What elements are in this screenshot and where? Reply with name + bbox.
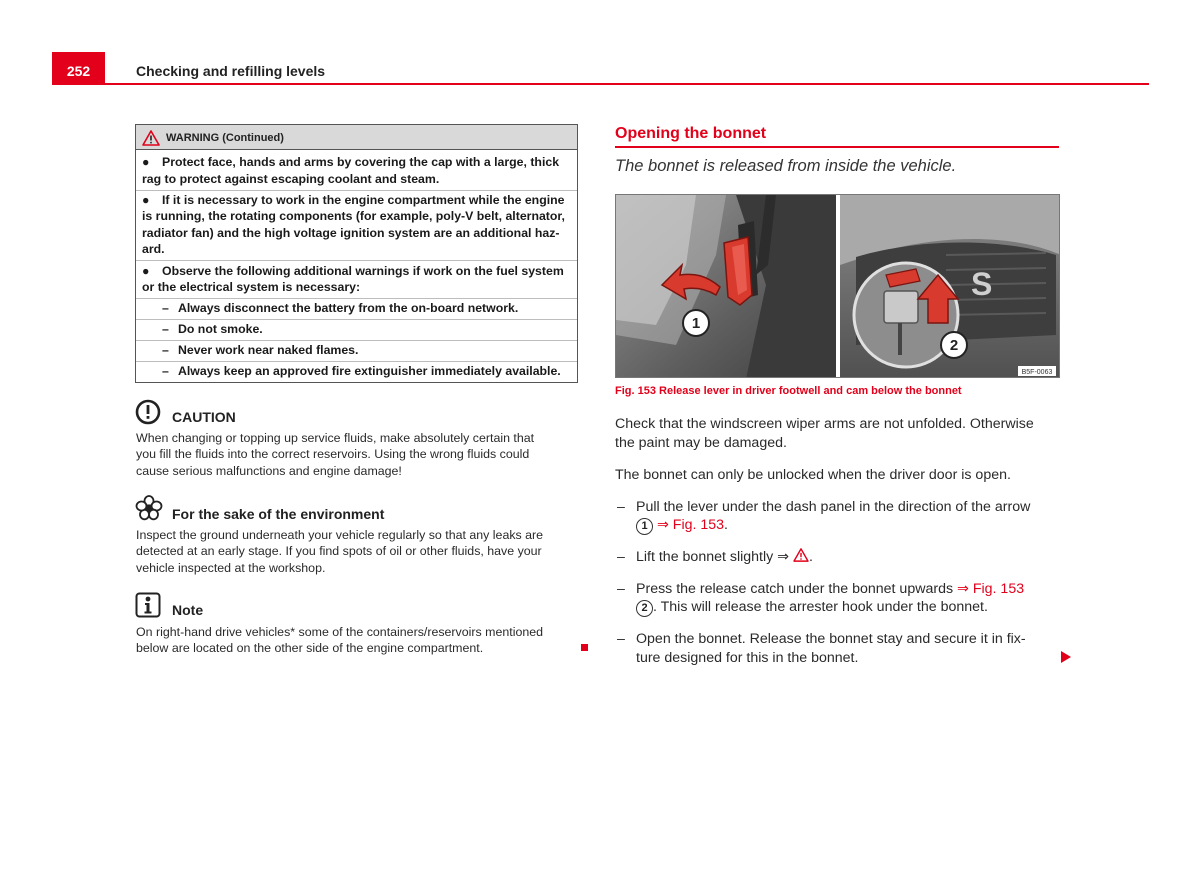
para-1-line-2: the paint may be damaged. — [615, 435, 787, 451]
environment-line-3: vehicle inspected at the workshop. — [136, 561, 326, 575]
sub-dash: – — [162, 322, 169, 336]
step-dash: – — [617, 631, 625, 647]
warning-bullet-2-line-4: ard. — [142, 242, 165, 256]
step-4-line-1: Open the bonnet. Release the bonnet stay and secure it in fix- — [636, 631, 1026, 647]
sub-dash: – — [162, 364, 169, 378]
figure-callout-2: 2 — [949, 337, 959, 354]
para-1-line-1: Check that the windscreen wiper arms are not unfolded. Otherwise — [615, 416, 1034, 432]
running-header: Checking and refilling levels — [136, 63, 326, 79]
svg-text:S: S — [971, 266, 993, 302]
caution-icon — [135, 399, 161, 425]
page-number: 252 — [66, 63, 91, 79]
warning-bullet-2-line-1: If it is necessary to work in the engine compartment while the engine — [162, 193, 565, 207]
environment-title: For the sake of the environment — [172, 506, 385, 522]
sub-dash: – — [162, 301, 169, 315]
note-line-2: below are located on the other side of the engine compartment. — [136, 641, 484, 655]
note-line-1: On right-hand drive vehicles* some of the containers/reservoirs mentioned — [136, 625, 544, 639]
continue-arrow-icon — [1061, 651, 1071, 663]
step-3-line-1: Press the release catch under the bonnet upwards ⇒ Fig. 153 — [636, 581, 1025, 597]
environment-line-1: Inspect the ground underneath your vehicle regularly so that any leaks are — [136, 528, 544, 542]
separator — [136, 190, 577, 191]
para-2: The bonnet can only be unlocked when the driver door is open. — [615, 467, 1011, 483]
warning-bullet-3-line-1: Observe the following additional warnings if work on the fuel system — [162, 264, 564, 278]
separator — [136, 298, 577, 299]
step-2: Lift the bonnet slightly ⇒ . — [636, 549, 813, 565]
sub-dash: – — [162, 343, 169, 357]
header-rule — [52, 83, 1149, 85]
warning-sub-item-2: Do not smoke. — [178, 322, 263, 336]
warning-triangle-icon — [142, 130, 160, 146]
warning-bullet-1-line-2: rag to protect against escaping coolant and steam. — [142, 172, 440, 186]
separator — [136, 319, 577, 320]
flower-icon — [135, 495, 163, 521]
caution-line-1: When changing or topping up service fluids, make absolutely certain that — [136, 431, 535, 445]
caution-line-3: cause serious malfunctions and engine damage! — [136, 464, 402, 478]
caution-line-2: you fill the fluids into the correct reservoirs. Using the wrong fluids could — [136, 447, 530, 461]
warning-sub-item-1: Always disconnect the battery from the on-board network. — [178, 301, 519, 315]
fig-153-link[interactable]: ⇒ Fig. 153 — [656, 517, 725, 533]
step-1-line-2: 1 ⇒ Fig. 153. — [636, 516, 728, 535]
callout-2-ref: 2 — [636, 600, 653, 617]
bullet-dot: ● — [142, 264, 150, 278]
environment-line-2: detected at an early stage. If you find spots of oil or other fluids, have your — [136, 544, 542, 558]
separator — [136, 361, 577, 362]
step-dash: – — [617, 581, 625, 597]
fig-153-link[interactable]: ⇒ Fig. 153 — [957, 581, 1025, 597]
end-marker-icon — [581, 644, 588, 651]
section-rule — [615, 146, 1059, 148]
warning-link-icon[interactable] — [793, 548, 809, 562]
figure-153-illustration — [616, 195, 1060, 378]
bullet-dot: ● — [142, 193, 150, 207]
info-icon — [135, 592, 161, 618]
figure-153 — [615, 194, 1060, 378]
section-subtitle: The bonnet is released from inside the vehicle. — [615, 157, 957, 175]
step-4-line-2: ture designed for this in the bonnet. — [636, 650, 859, 666]
step-dash: – — [617, 549, 625, 565]
bullet-dot: ● — [142, 155, 150, 169]
warning-bullet-2-line-3: radiator fan) and the high voltage ignition system are an additional haz- — [142, 226, 560, 240]
callout-1-ref: 1 — [636, 518, 653, 535]
note-title: Note — [172, 602, 204, 618]
caution-title: CAUTION — [172, 409, 236, 425]
step-dash: – — [617, 499, 625, 515]
warning-sub-item-3: Never work near naked flames. — [178, 343, 359, 357]
separator — [136, 260, 577, 261]
warning-title: WARNING (Continued) — [166, 132, 284, 144]
warning-bullet-3-line-2: or the electrical system is necessary: — [142, 280, 361, 294]
warning-sub-item-4: Always keep an approved fire extinguisher immediately available. — [178, 364, 561, 378]
step-3-line-2: 2 . This will release the arrester hook under the bonnet. — [636, 598, 988, 617]
figure-code: B5F-0063 — [1021, 369, 1053, 376]
step-1-line-1: Pull the lever under the dash panel in the direction of the arrow — [636, 499, 1031, 515]
figure-callout-1: 1 — [691, 315, 701, 332]
separator — [136, 340, 577, 341]
section-title: Opening the bonnet — [615, 125, 767, 142]
warning-bullet-1-line-1: Protect face, hands and arms by covering the cap with a large, thick — [162, 155, 560, 169]
figure-caption: Fig. 153 Release lever in driver footwell and cam below the bonnet — [615, 385, 962, 397]
warning-bullet-2-line-2: is running, the rotating components (for example, poly-V belt, alternator, — [142, 209, 565, 223]
